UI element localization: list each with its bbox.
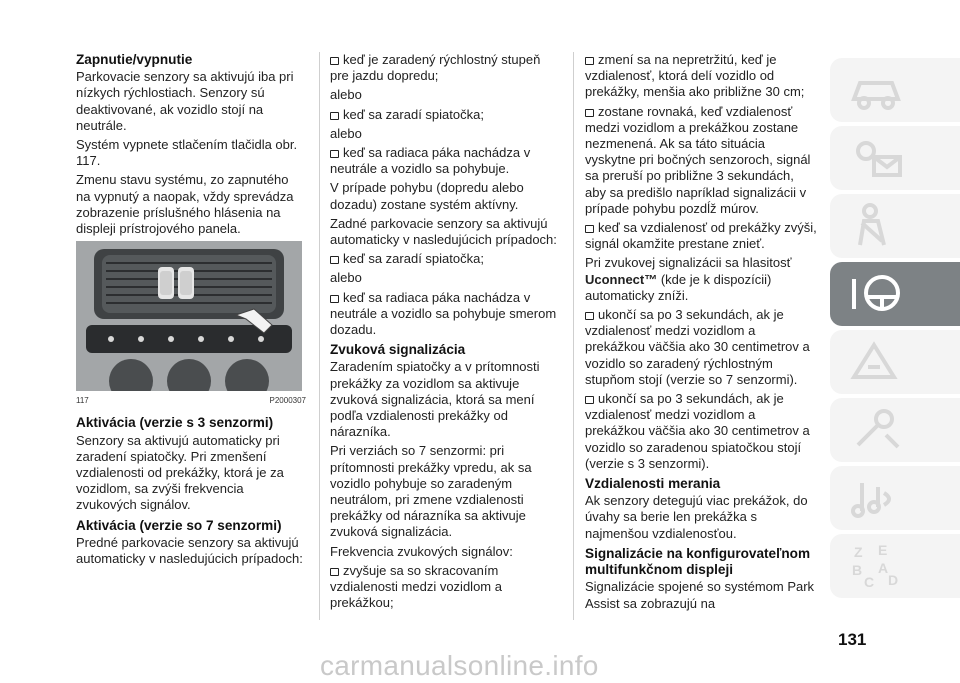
bullet-item: keď je zaradený rýchlostný stupeň pre jazdu dopredu;	[330, 52, 541, 84]
index-letters-icon	[848, 541, 904, 591]
paragraph: Systém vypnete stlačením tlačidla obr. 117.	[76, 137, 298, 169]
or-text: alebo	[330, 125, 362, 141]
heading-aktivacia-3: Aktivácia (verzie s 3 senzormi)	[76, 415, 274, 431]
tab-starting-driving[interactable]	[830, 262, 960, 326]
multimedia-icon	[848, 473, 904, 523]
brand-uconnect: Uconnect™	[585, 271, 658, 287]
paragraph: V prípade pohybu (dopredu alebo dozadu) zostane systém aktívny.	[330, 180, 524, 212]
figure-number: 117	[76, 396, 89, 406]
svg-text:D: D	[888, 572, 899, 588]
bullet-item: keď sa radiaca páka nachádza v neutrále a vozidlo sa pohybuje smerom dozadu.	[330, 289, 557, 338]
bullet-item: zmení sa na nepretržitú, keď je vzdialenosť, ktorá delí vozidlo od prekážky, menšia ako približne 30 cm;	[585, 52, 805, 100]
paragraph: Predné parkovacie senzory sa aktivujú automaticky v nasledujúcich prípadoch:	[76, 534, 303, 567]
paragraph: Signalizácie spojené so systémom Park Assist sa zobrazujú na	[585, 579, 815, 611]
bullet-item: ukončí sa po 3 sekundách, ak je vzdialenosť medzi vozidlom a prekážkou väčšia ako 30 centimetrov a vozidlo so zaradenou spiatočkou stojí (verzie s 3 senzormi).	[585, 391, 810, 471]
tab-warning-lights[interactable]	[830, 126, 960, 190]
bullet-item: keď sa zaradí spiatočka;	[330, 251, 562, 267]
warning-light-icon	[848, 133, 904, 183]
paragraph: Parkovacie senzory sa aktivujú iba pri nízkych rýchlostiach. Senzory sú deaktivované, ak vozidlo stojí na neutrále.	[76, 69, 294, 133]
checkbox-bullet-icon	[585, 396, 594, 404]
maintenance-icon	[848, 405, 904, 455]
seatbelt-icon	[848, 201, 904, 251]
bullet-item: zostane rovnaká, keď vzdialenosť medzi vozidlom a prekážkou zostane nezmenená. Ak sa táto situácia vyskytne pri bočných senzoroch, signál sa preruší po približne 3 sekundách, aby sa predišlo napríklad signalizácii v prípade pohybu pozdĺž múrov.	[585, 103, 811, 216]
svg-text:C: C	[864, 574, 875, 590]
steering-key-icon	[848, 269, 904, 319]
svg-text:A: A	[878, 560, 889, 576]
column-divider	[319, 52, 320, 620]
checkbox-bullet-icon	[585, 225, 594, 233]
tab-maintenance[interactable]	[830, 398, 960, 462]
svg-text:B: B	[852, 562, 863, 578]
bullet-item: ukončí sa po 3 sekundách, ak je vzdialenosť medzi vozidlom a prekážkou väčšia ako 30 centimetrov a vozidlo so zaradený rýchlostným stupňom stojí (verzie so 7 senzormi).	[585, 307, 810, 387]
paragraph: Frekvencia zvukových signálov:	[330, 543, 513, 559]
emergency-icon	[848, 337, 904, 387]
column-middle	[330, 52, 562, 615]
paragraph: Zadné parkovacie senzory sa aktivujú automaticky v nasledujúcich prípadoch:	[330, 215, 557, 248]
paragraph: Zaradením spiatočky a v prítomnosti prekážky za vozidlom sa aktivuje zvuková signalizácia, ktorá sa mení podľa vzdialenosti prekážky od nárazníka.	[330, 359, 540, 440]
dashboard-illustration	[76, 241, 302, 391]
heading-signalizacie: Signalizácie na konfigurovateľnom multifunkčnom displeji	[585, 545, 811, 578]
tab-safety[interactable]	[830, 194, 960, 258]
watermark: carmanualsonline.info	[320, 650, 599, 681]
heading-vzdialenosti: Vzdialenosti merania	[585, 476, 721, 492]
bullet-item: zvyšuje sa so skracovaním vzdialenosti medzi vozidlom a prekážkou;	[330, 562, 502, 611]
heading-zvukova: Zvuková signalizácia	[330, 342, 466, 358]
column-divider	[573, 52, 574, 620]
paragraph: Senzory sa aktivujú automaticky pri zaradení spiatočky. Pri zmenšení vzdialenosti od prekážky, ktorá je za vozidlom, sa zvýši frekvencia zvukových signálov.	[76, 432, 284, 513]
bullet-item: keď sa vzdialenosť od prekážky zvýši, signál okamžite prestane znieť.	[585, 220, 817, 252]
paragraph: Ak senzory detegujú viac prekážok, do úvahy sa berie len prekážka s najmenšou vzdialenosťou.	[585, 493, 808, 541]
heading-aktivacia-7: Aktivácia (verzie so 7 senzormi)	[76, 517, 282, 533]
checkbox-bullet-icon	[330, 295, 339, 303]
or-text: alebo	[330, 270, 362, 286]
checkbox-bullet-icon	[585, 57, 594, 65]
checkbox-bullet-icon	[585, 109, 594, 117]
checkbox-bullet-icon	[330, 57, 339, 65]
checkbox-bullet-icon	[330, 256, 339, 264]
tab-index[interactable]	[830, 534, 960, 598]
bullet-item: keď sa radiaca páka nachádza v neutrále a vozidlo sa pohybuje.	[330, 145, 531, 177]
checkbox-bullet-icon	[585, 312, 594, 320]
tab-multimedia[interactable]	[830, 466, 960, 530]
car-icon	[848, 65, 904, 115]
svg-text:E: E	[878, 542, 888, 558]
column-right	[585, 52, 817, 615]
checkbox-bullet-icon	[330, 150, 339, 158]
figure-caption	[76, 393, 306, 409]
checkbox-bullet-icon	[330, 112, 339, 120]
figure-code: P2000307	[269, 396, 306, 406]
or-text: alebo	[330, 87, 362, 103]
paragraph: Pri zvukovej signalizácii sa hlasitosť Uconnect™ (kde je k dispozícii) automaticky zníži.	[585, 255, 792, 303]
paragraph: Zmenu stavu systému, zo zapnutého na vypnutý a naopak, vždy sprevádza zobrazenie príslušného hlásenia na displeji prístrojového panela.	[76, 172, 294, 237]
tab-emergency[interactable]	[830, 330, 960, 394]
heading-zapnutie: Zapnutie/vypnutie	[76, 52, 193, 67]
svg-text:Z: Z	[854, 544, 863, 560]
page-number: 131	[838, 630, 867, 649]
checkbox-bullet-icon	[330, 568, 339, 576]
figure-dashboard-buttons	[76, 241, 302, 391]
tab-car[interactable]	[830, 58, 960, 122]
paragraph: Pri verziách so 7 senzormi: pri prítomnosti prekážky vpredu, ak sa vozidlo pohybuje so zaradeným neutrálom, pri zmene vzdialenosti prekážky od nárazníka sa aktivuje zvuková signalizácia.	[330, 443, 532, 540]
bullet-item: keď sa zaradí spiatočka;	[330, 107, 562, 123]
column-left	[76, 52, 306, 570]
